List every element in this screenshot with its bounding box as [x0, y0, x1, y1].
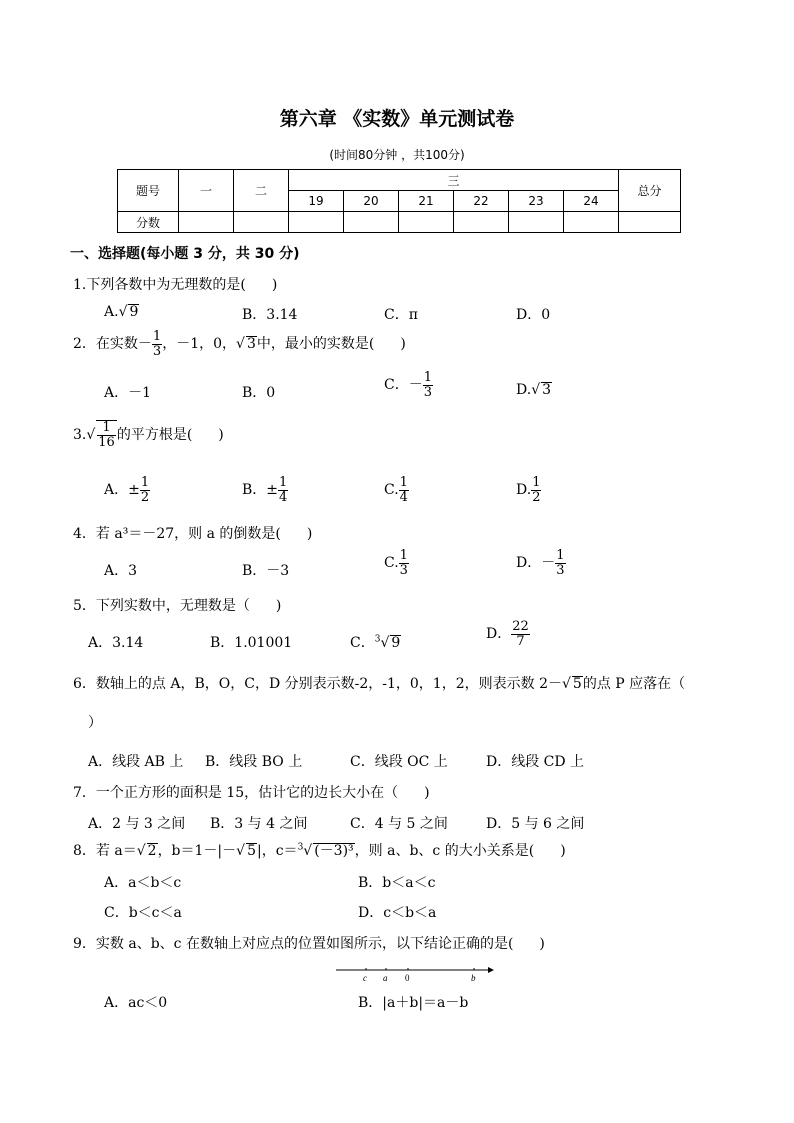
denominator: 4	[399, 489, 408, 505]
question-stem: 3.	[73, 427, 87, 444]
q1-option-d: D．0	[516, 307, 551, 323]
q4-option-b: B．－3	[242, 563, 290, 579]
question-stem: 5．下列实数中，无理数是（	[73, 598, 250, 614]
option-label: D．	[486, 626, 512, 643]
fraction	[97, 421, 116, 449]
question-3: 3.√ $\frac{1}{16}$ 的平方根是( )	[73, 420, 224, 450]
q5-option-d	[486, 620, 530, 648]
q7-option-c: C．4 与 5 之间	[350, 816, 448, 832]
option-label: B．±	[242, 482, 279, 499]
numerator: 1	[423, 370, 432, 385]
q4-option-c	[384, 549, 409, 577]
paren: )	[306, 526, 313, 542]
page-subtitle: (时间80分钟 ，共100分)	[329, 148, 465, 162]
question-1	[73, 274, 277, 294]
score-cell	[344, 212, 399, 233]
denominator: 2	[532, 489, 541, 505]
q8-option-b: B．b＜a＜c	[358, 875, 436, 891]
denominator: 16	[98, 434, 115, 450]
q8-option-d: D．c＜b＜a	[358, 905, 437, 921]
denominator: 7	[516, 633, 525, 649]
q1-option-c: C．π	[384, 307, 418, 323]
numerator: 1	[399, 548, 408, 563]
question-stem: 9．实数 a、b、c 在数轴上对应点的位置如图所示，以下结论正确的是(	[73, 936, 514, 952]
radical	[96, 420, 117, 449]
q8-option-a: A．a＜b＜c	[104, 875, 182, 891]
denominator: 3	[556, 562, 565, 578]
numerator: 1	[532, 475, 541, 490]
question-stem: 7．一个正方形的面积是 15，估计它的边长大小在（	[73, 785, 399, 801]
number-line-figure	[336, 962, 496, 984]
q6-option-b: B．线段 BO 上	[205, 754, 303, 770]
q6-option-c: C．线段 OC 上	[350, 754, 448, 770]
denominator: 4	[279, 489, 288, 505]
score-header-total: 总分	[619, 170, 681, 212]
paren: )	[271, 277, 278, 293]
paren: )	[218, 427, 224, 444]
root-index: 3	[297, 842, 304, 853]
q6-option-a: A．线段 AB 上	[88, 754, 184, 770]
score-cell	[399, 212, 454, 233]
option-label: C.	[384, 482, 399, 499]
question-7	[73, 782, 430, 802]
question-stem: 的点 P 应落在（	[582, 676, 686, 692]
fraction	[555, 549, 565, 577]
question-6: 6．数轴上的点 A，B，O，C，D 分别表示数-2，-1，0，1，2，则表示数 2－√ 5的点 P 应落在（	[73, 676, 686, 692]
question-stem: 2．在实数－	[73, 336, 152, 353]
q2-option-c	[384, 371, 433, 399]
denominator: 3	[423, 384, 432, 400]
section-heading: 一、选择题(每小题 3 分，共 30 分)	[70, 246, 300, 262]
numerator: 1	[152, 329, 162, 344]
q5-option-c: C．$^3$√ 9	[350, 634, 401, 651]
numerator: 1	[279, 475, 288, 490]
option-label: A．±	[104, 482, 140, 499]
denominator: 2	[140, 489, 150, 505]
q5-option-a: A．3.14	[88, 635, 144, 651]
q3-option-b	[242, 476, 288, 504]
score-col: 24	[564, 191, 619, 212]
option-label: A.	[104, 304, 119, 320]
question-stem: 中，最小的实数是(	[256, 336, 375, 353]
radicand: 9	[391, 635, 401, 651]
score-cell	[454, 212, 509, 233]
q7-option-d: D．5 与 6 之间	[486, 816, 585, 832]
radicand: 3	[246, 336, 256, 353]
question-stem: 6．数轴上的点 A，B，O，C，D 分别表示数-2，-1，0，1，2，则表示数 2－	[73, 676, 562, 692]
option-label: C.	[384, 555, 399, 572]
arrow-icon	[488, 967, 494, 973]
q9-option-b: B．|a＋b|＝a－b	[358, 995, 469, 1011]
numerator: 1	[399, 475, 408, 490]
fraction	[531, 476, 541, 504]
score-header-tihao: 题号	[118, 170, 179, 212]
option-label: D．－	[516, 555, 556, 572]
axis-label-b: b	[471, 973, 476, 983]
q2-option-d: D.√ 3	[516, 382, 552, 398]
numerator: 1	[140, 475, 150, 490]
numerator: 1	[97, 421, 116, 436]
q7-option-a: A．2 与 3 之间	[88, 816, 186, 832]
axis-label-c: c	[363, 973, 367, 983]
question-stem: 1.下列各数中为无理数的是(	[73, 277, 246, 293]
score-cell	[289, 212, 344, 233]
denominator: 3	[152, 343, 162, 359]
question-stem: 的平方根是(	[116, 427, 193, 444]
radicand: 5	[572, 676, 582, 692]
q2-option-a: A．－1	[104, 385, 152, 401]
q4-option-a: A．3	[104, 563, 138, 579]
q7-option-b: B．3 与 4 之间	[210, 816, 308, 832]
q9-option-a: A．ac＜0	[104, 995, 168, 1011]
score-col: 22	[454, 191, 509, 212]
q3-option-d	[516, 476, 541, 504]
fraction	[423, 371, 433, 399]
q6-option-d: D．线段 CD 上	[486, 754, 585, 770]
score-col: 21	[399, 191, 454, 212]
fraction	[511, 620, 530, 648]
axis-label-a: a	[383, 973, 388, 983]
radicand: 3	[542, 382, 552, 398]
score-header-part3: 三	[289, 170, 619, 191]
score-cell	[179, 212, 234, 233]
radicand: (－3)³	[314, 843, 354, 859]
question-stem: 8．若 a＝	[73, 843, 137, 859]
q2-option-b: B．0	[242, 385, 276, 401]
question-stem: |，c＝	[257, 843, 298, 859]
q1-option-b: B．3.14	[242, 307, 298, 323]
paren: )	[400, 336, 406, 353]
fraction	[140, 476, 150, 504]
question-stem: ，b＝1－|－	[157, 843, 237, 859]
score-cell	[619, 212, 681, 233]
score-cell	[234, 212, 289, 233]
q5-option-b: B．1.01001	[210, 635, 293, 651]
score-col: 19	[289, 191, 344, 212]
option-label: C．	[350, 635, 375, 651]
page-title: 第六章 《实数》单元测试卷	[279, 108, 515, 130]
fraction	[399, 476, 409, 504]
score-header-part2: 二	[234, 170, 289, 212]
radicand: 2	[147, 843, 157, 859]
paren: )	[275, 598, 282, 614]
question-8: 8．若 a＝√ 2，b＝1－|－√ 5|，c＝$^3$√ (－3)³，则 a、b、c 的大小关系是( )	[73, 842, 566, 859]
score-col: 23	[509, 191, 564, 212]
score-header-defen: 分数	[118, 212, 179, 233]
q4-option-d	[516, 549, 566, 577]
option-label: D.	[516, 382, 532, 398]
question-9	[73, 933, 545, 953]
paren: )	[560, 843, 566, 859]
numerator: 1	[556, 548, 565, 563]
score-col: 20	[344, 191, 399, 212]
question-6-paren: ）	[88, 715, 102, 731]
question-4	[73, 523, 312, 543]
question-5	[73, 595, 281, 615]
fraction	[152, 330, 162, 358]
paren: )	[539, 936, 545, 952]
score-cell	[509, 212, 564, 233]
score-header-part1: 一	[179, 170, 234, 212]
denominator: 3	[399, 562, 408, 578]
option-label: C．－	[384, 377, 423, 394]
option-label: D.	[516, 482, 532, 499]
q8-option-c: C．b＜c＜a	[104, 905, 182, 921]
fraction	[278, 476, 288, 504]
question-stem: ，则 a、b、c 的大小关系是(	[354, 843, 535, 859]
question-stem: ，－1，0，	[162, 336, 237, 353]
q3-option-a	[104, 476, 150, 504]
score-table	[117, 169, 681, 233]
question-stem: 4．若 a³＝－27，则 a 的倒数是(	[73, 526, 281, 542]
radicand: 9	[129, 304, 139, 320]
paren: )	[424, 785, 430, 801]
root-index: 3	[374, 634, 381, 645]
score-cell	[564, 212, 619, 233]
q3-option-c	[384, 476, 409, 504]
fraction	[399, 549, 409, 577]
question-2: 2．在实数－ $\frac{1}{3}$ ，－1，0，√ 3中，最小的实数是( )	[73, 329, 406, 359]
q1-option-a: A.√ 9	[104, 304, 139, 320]
axis-label-0: 0	[405, 973, 410, 983]
radicand: 5	[247, 843, 256, 859]
numerator: 22	[512, 619, 529, 634]
